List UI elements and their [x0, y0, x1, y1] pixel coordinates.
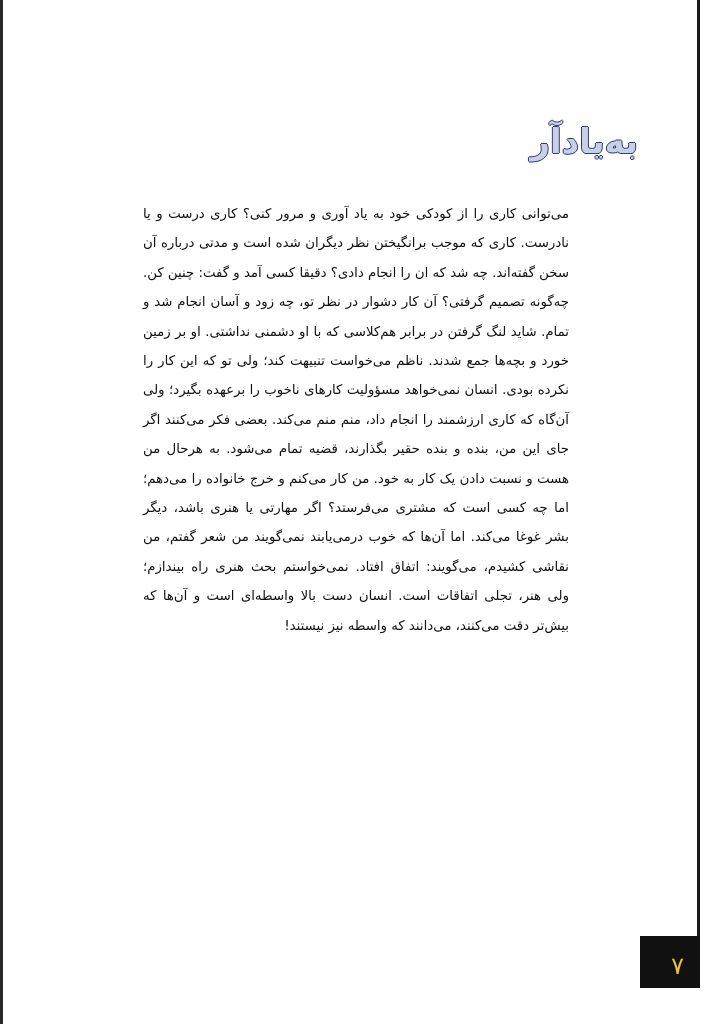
paragraph: می‌توانی کاری را از کودکی خود به یاد آوری و مرور کنی؟ کاری درست و یا نادرست. کاری که موجب برانگیختن نظر دیگران شده است و مدتی درباره آن سخن گفته‌اند. چه شد که ان را انجام دادی؟ دقیقا کسی آمد و گفت: چنین کن. چه‌گونه تصمیم گرفتی؟ آن کار دشوار در نظر تو، چه زود و آسان انجام شد و تمام. شاید لنگ گرفتن در برابر هم‌کلاسی که با او دشمنی نداشتی. او بر زمین خورد و بچه‌ها جمع شدند. ناظم می‌خواست تنبیهت کند؛ ولی تو که این کار را نکرده بودی. انسان نمی‌خواهد مسؤولیت کارهای ناخوب را برعهده بگیرد؛ ولی آن‌گاه که کاری ارزشمند را انجام داد، منم منم می‌کند. بعضی فکر می‌کنند اگر جای این من، بنده و بنده حقیر بگذارند، قضیه تمام می‌شود. به هرحال من هست و نسبت دادن یک کار به خود. من کار می‌کنم و خرج خانواده را می‌دهم؛ اما چه کسی است که مشتری می‌فرستد؟ اگر مهارتی یا هنری باشد، دیگر بشر غوغا می‌کند. اما آن‌ها که خوب درمی‌یابند نمی‌گویند من شعر گفتم، من نقاشی کشیدم، می‌گویند: اتفاق افتاد. نمی‌خواستم بحث هنری راه بیندازم؛ ولی هنر، تجلی اتفاقات است. انسان دست بالا واسطه‌ای است و آن‌ها که بیش‌تر دقت می‌کنند، می‌دانند که واسطه نیز نیستند! — [142, 207, 569, 634]
section-heading: به‌یادآر — [530, 122, 638, 162]
page-number: ۷ — [671, 952, 684, 980]
body-text — [143, 200, 569, 641]
right-vertical-rule — [697, 0, 700, 936]
left-border — [0, 0, 3, 1024]
page-number-box — [640, 936, 700, 988]
